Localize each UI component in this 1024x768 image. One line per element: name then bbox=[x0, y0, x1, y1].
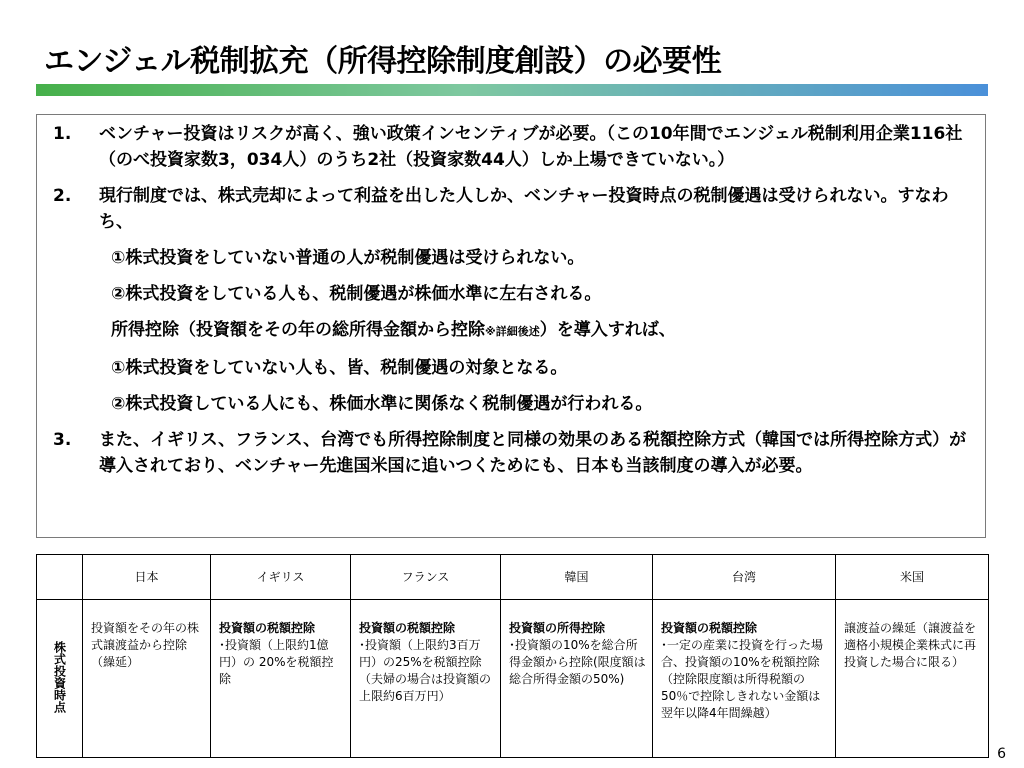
cell-france-head: 投資額の税額控除 bbox=[359, 621, 456, 635]
sub-line-2: ②株式投資をしている人も、税制優遇が株価水準に左右される。 bbox=[111, 284, 602, 304]
cell-usa-body: 譲渡益の繰延（譲渡益を適格小規模企業株式に再投資した場合に限る） bbox=[844, 621, 977, 669]
point-2-number: 2. bbox=[53, 186, 72, 206]
cell-korea-head: 投資額の所得控除 bbox=[509, 621, 606, 635]
point-2 bbox=[49, 183, 969, 235]
point-2-text: 現行制度では、株式売却によって利益を出した人しか、ベンチャー投資時点の税制優遇は受けられない。すなわち、 bbox=[99, 186, 949, 232]
row-header-cell bbox=[37, 600, 83, 758]
cell-taiwan-head: 投資額の税額控除 bbox=[661, 621, 758, 635]
table-row bbox=[37, 600, 989, 758]
point-3 bbox=[49, 427, 969, 479]
cell-japan-body: 投資額をその年の株式譲渡益から控除（繰延） bbox=[91, 621, 200, 669]
sub-line-3-note: ※詳細後述 bbox=[485, 325, 540, 338]
country-taiwan: 台湾 bbox=[653, 555, 836, 600]
cell-taiwan bbox=[653, 600, 836, 758]
cell-uk-head: 投資額の税額控除 bbox=[219, 621, 316, 635]
sub-line-1: ①株式投資をしていない普通の人が税制優遇は受けられない。 bbox=[111, 248, 585, 268]
cell-japan bbox=[83, 600, 211, 758]
point-3-number: 3. bbox=[53, 430, 72, 450]
comparison-table bbox=[36, 554, 989, 758]
country-usa: 米国 bbox=[836, 555, 989, 600]
sub-line-4: ①株式投資をしていない人も、皆、税制優遇の対象となる。 bbox=[111, 358, 568, 378]
point-1 bbox=[49, 121, 969, 173]
cell-france-body: ･投資額（上限約3百万円）の25%を税額控除（夫婦の場合は投資額の上限約6百万円） bbox=[359, 638, 492, 703]
country-japan: 日本 bbox=[83, 555, 211, 600]
cell-france bbox=[351, 600, 501, 758]
row-header: 株式投資時点 bbox=[52, 640, 67, 713]
country-korea: 韓国 bbox=[501, 555, 653, 600]
point-1-text: ベンチャー投資はリスクが高く、強い政策インセンティブが必要。（この10年間でエンジェル税制利用企業116社（のべ投資家数3，034人）のうち2社（投資家数44人）しか上場できていない。） bbox=[99, 124, 963, 170]
cell-uk-body: ･投資額（上限約1億円）の 20%を税額控除 bbox=[219, 638, 334, 686]
sub-line-3 bbox=[49, 317, 969, 345]
slide-title: エンジェル税制拡充（所得控除制度創設）の必要性 bbox=[44, 44, 722, 79]
cell-usa bbox=[836, 600, 989, 758]
cell-uk bbox=[211, 600, 351, 758]
country-france: フランス bbox=[351, 555, 501, 600]
point-3-text: また、イギリス、フランス、台湾でも所得控除制度と同様の効果のある税額控除方式（韓国では所得控除方式）が導入されており、ベンチャー先進国米国に追いつくためにも、日本も当該制度の導入が必要。 bbox=[99, 430, 967, 476]
title-gradient-rule bbox=[36, 84, 988, 96]
sub-line-5: ②株式投資している人にも、株価水準に関係なく税制優遇が行われる。 bbox=[111, 394, 653, 414]
sub-line-3-b: ）を導入すれば、 bbox=[539, 320, 676, 340]
sub-line-3-a: 所得控除（投資額をその年の総所得金額から控除 bbox=[111, 320, 485, 340]
corner-cell bbox=[37, 555, 83, 600]
point-1-number: 1. bbox=[53, 124, 72, 144]
main-text-box bbox=[36, 114, 986, 538]
cell-korea-body: ･投資額の10%を総合所得金額から控除(限度額は総合所得金額の50%) bbox=[509, 638, 646, 686]
page-number: 6 bbox=[997, 746, 1006, 762]
country-uk: イギリス bbox=[211, 555, 351, 600]
cell-taiwan-body: ･一定の産業に投資を行った場合、投資額の10%を税額控除（控除限度額は所得税額の50％で控除しきれない金額は翌年以降4年間繰越） bbox=[661, 638, 824, 720]
table-header-row bbox=[37, 555, 989, 600]
cell-korea bbox=[501, 600, 653, 758]
